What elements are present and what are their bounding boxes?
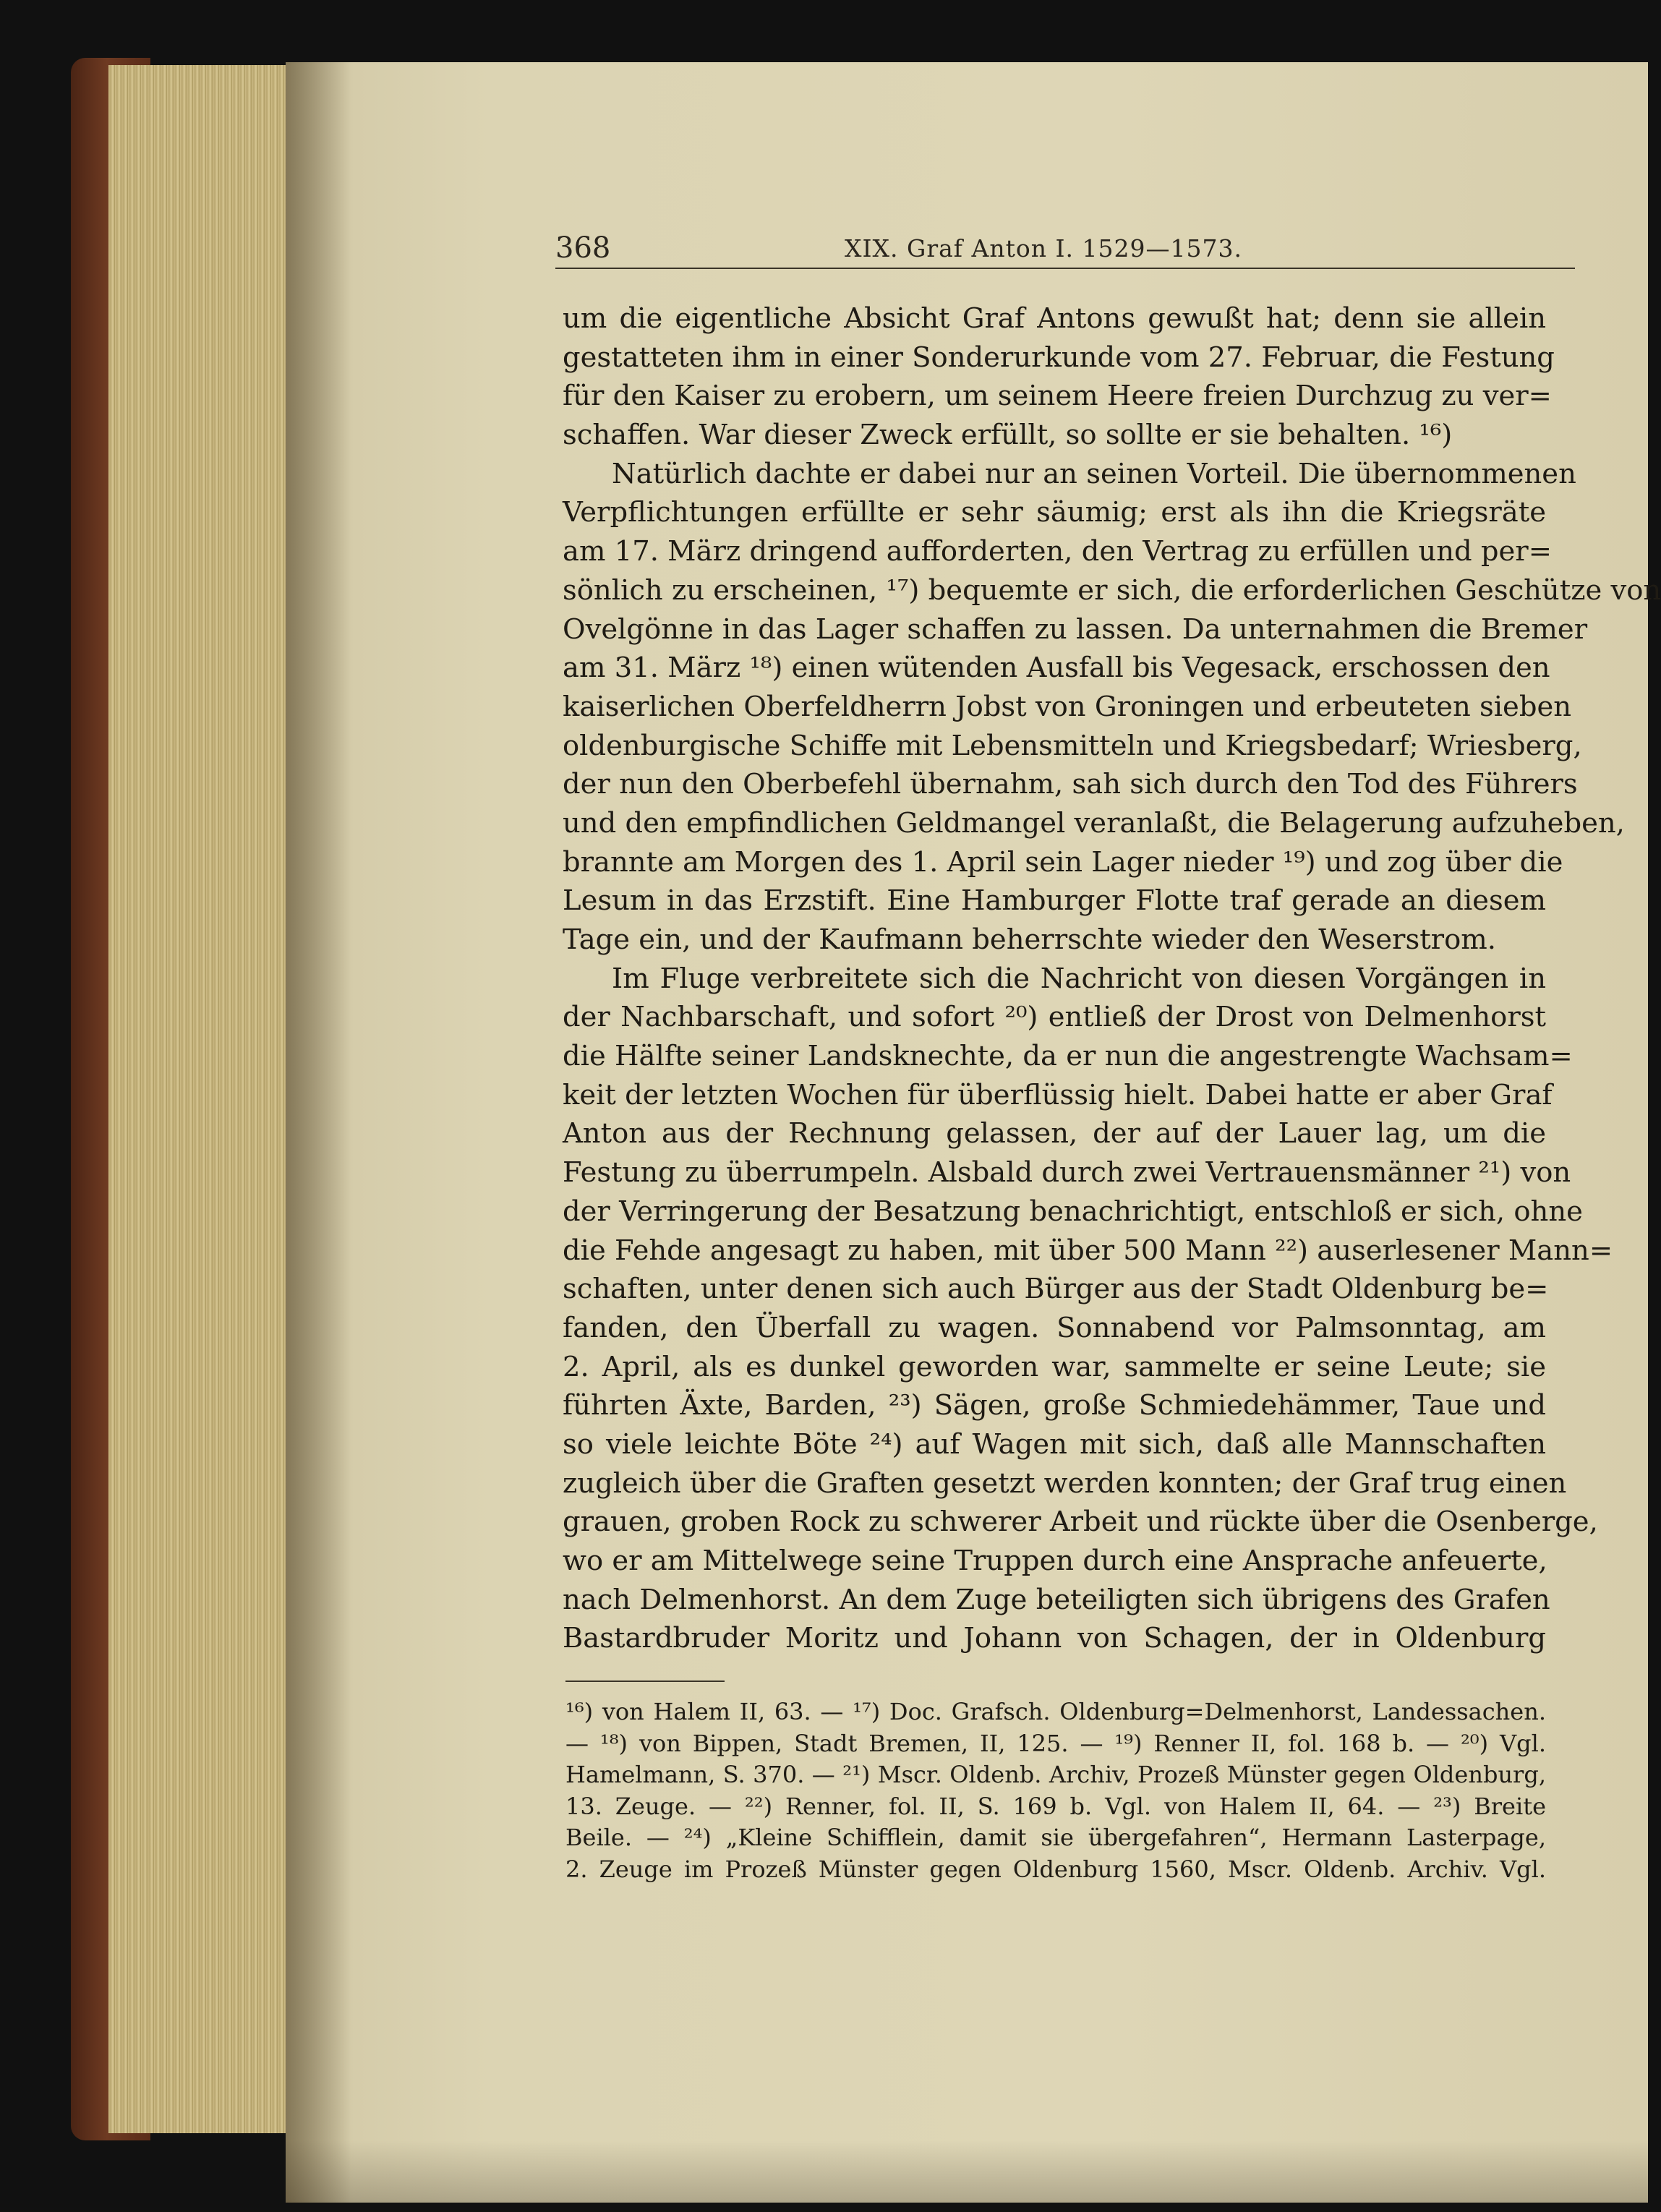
text-line: Tage ein, und der Kaufmann beherrschte wieder den Weserstrom. xyxy=(563,923,1497,956)
footnote-line: — ¹⁸) von Bippen, Stadt Bremen, II, 125. — ¹⁹) Renner II, fol. 168 b. — ²⁰) Vgl. xyxy=(565,1729,1546,1757)
gutter-shadow xyxy=(286,62,351,2203)
text-line: nach Delmenhorst. An dem Zuge beteiligten sich übrigens des Grafen xyxy=(563,1583,1550,1616)
text-line: Verpflichtungen erfüllte er sehr säumig; erst als ihn die Kriegsräte xyxy=(563,496,1546,529)
text-line: am 17. März dringend aufforderten, den Vertrag zu erfüllen und per= xyxy=(563,535,1552,568)
text-line: zugleich über die Graften gesetzt werden konnten; der Graf trug einen xyxy=(563,1466,1567,1500)
text-line: und den empfindlichen Geldmangel veranlaßt, die Belagerung aufzuheben, xyxy=(563,806,1625,840)
text-line: 2. April, als es dunkel geworden war, sammelte er seine Leute; sie xyxy=(563,1350,1546,1383)
footnote-divider xyxy=(565,1681,725,1682)
text-line: keit der letzten Wochen für überflüssig hielt. Dabei hatte er aber Graf xyxy=(563,1078,1553,1111)
text-line: der nun den Oberbefehl übernahm, sah sich durch den Tod des Führers xyxy=(563,768,1578,801)
text-line: für den Kaiser zu erobern, um seinem Heere freien Durchzug zu ver= xyxy=(563,380,1552,413)
running-head: XIX. Graf Anton I. 1529—1573. xyxy=(845,234,1242,262)
text-line: Festung zu überrumpeln. Alsbald durch zwei Vertrauensmänner ²¹) von xyxy=(563,1156,1571,1190)
text-line: Anton aus der Rechnung gelassen, der auf der Lauer lag, um die xyxy=(563,1117,1546,1150)
text-line: grauen, groben Rock zu schwerer Arbeit und rückte über die Osenberge, xyxy=(563,1506,1598,1539)
text-line: fanden, den Überfall zu wagen. Sonnabend vor Palmsonntag, am xyxy=(563,1311,1546,1344)
text-line: kaiserlichen Oberfeldherrn Jobst von Groningen und erbeuteten sieben xyxy=(563,690,1572,723)
footnote-line: 13. Zeuge. — ²²) Renner, fol. II, S. 169 b. Vgl. von Halem II, 64. — ²³) Breite xyxy=(565,1792,1546,1820)
page-header xyxy=(555,230,1575,269)
text-line: gestatteten ihm in einer Sonderurkunde vom 27. Februar, die Festung xyxy=(563,341,1555,374)
text-line: Lesum in das Erzstift. Eine Hamburger Flotte traf gerade an diesem xyxy=(563,884,1546,918)
footnote-line: Hamelmann, S. 370. — ²¹) Mscr. Oldenb. Archiv, Prozeß Münster gegen Oldenburg, xyxy=(565,1761,1546,1788)
text-line: am 31. März ¹⁸) einen wütenden Ausfall bis Vegesack, erschossen den xyxy=(563,652,1550,685)
page-number: 368 xyxy=(555,231,611,265)
text-line: um die eigentliche Absicht Graf Antons gewußt hat; denn sie allein xyxy=(563,302,1546,335)
body-text xyxy=(563,299,1661,1658)
text-line: wo er am Mittelwege seine Truppen durch eine Ansprache anfeuerte, xyxy=(563,1545,1547,1577)
text-line: schaffen. War dieser Zweck erfüllt, so sollte er sie behalten. ¹⁶) xyxy=(563,419,1453,452)
text-line: der Nachbarschaft, und sofort ²⁰) entließ der Drost von Delmenhorst xyxy=(563,1001,1546,1034)
text-line: führten Äxte, Barden, ²³) Sägen, große Schmiedehämmer, Taue und xyxy=(563,1389,1546,1422)
footnote-line: Beile. — ²⁴) „Kleine Schifflein, damit sie übergefahren“, Hermann Lasterpage, xyxy=(565,1824,1546,1851)
text-line: Ovelgönne in das Lager schaffen zu lassen. Da unternahmen die Bremer xyxy=(563,612,1588,646)
footnotes xyxy=(565,1696,1546,1885)
text-line: sönlich zu erscheinen, ¹⁷) bequemte er sich, die erforderlichen Geschütze von xyxy=(563,573,1661,607)
text-line: Bastardbruder Moritz und Johann von Schagen, der in Oldenburg xyxy=(563,1622,1546,1655)
text-line: Natürlich dachte er dabei nur an seinen Vorteil. Die übernommenen xyxy=(612,457,1576,490)
footnote-line: ¹⁶) von Halem II, 63. — ¹⁷) Doc. Grafsch. Oldenburg=Delmenhorst, Landessachen. xyxy=(565,1698,1546,1725)
text-line: die Fehde angesagt zu haben, mit über 500 Mann ²²) auserlesener Mann= xyxy=(563,1234,1613,1267)
text-line: oldenburgische Schiffe mit Lebensmitteln und Kriegsbedarf; Wriesberg, xyxy=(563,729,1582,762)
text-line: der Verringerung der Besatzung benachrichtigt, entschloß er sich, ohne xyxy=(563,1195,1583,1228)
page-bottom-shadow xyxy=(286,2140,1648,2203)
text-line: schaften, unter denen sich auch Bürger aus der Stadt Oldenburg be= xyxy=(563,1273,1549,1306)
text-line: Im Fluge verbreitete sich die Nachricht von diesen Vorgängen in xyxy=(612,962,1546,995)
text-line: die Hälfte seiner Landsknechte, da er nun die angestrengte Wachsam= xyxy=(563,1040,1573,1073)
text-line: so viele leichte Böte ²⁴) auf Wagen mit sich, daß alle Mannschaften xyxy=(563,1427,1546,1461)
text-line: brannte am Morgen des 1. April sein Lager nieder ¹⁹) und zog über die xyxy=(563,845,1563,879)
footnote-line: 2. Zeuge im Prozeß Münster gegen Oldenburg 1560, Mscr. Oldenb. Archiv. Vgl. xyxy=(565,1855,1546,1883)
